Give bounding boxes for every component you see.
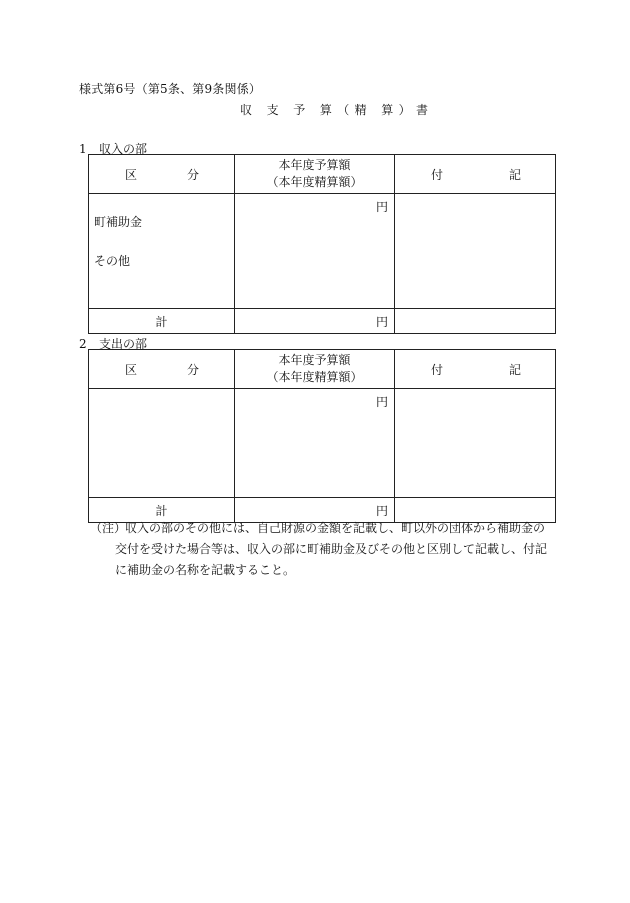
footnote-line-3: に補助金の名称を記載すること。 [115, 563, 296, 577]
expense-amount-cell[interactable] [235, 389, 395, 498]
income-col-amount-line1: 本年度予算額 [278, 158, 351, 172]
expense-col-amount-line2: （本年度精算額） [266, 370, 363, 384]
expense-section-title: 支出の部 [99, 337, 148, 351]
income-table [88, 154, 556, 334]
expense-total-label: 計 [89, 498, 235, 523]
income-body-row [89, 194, 556, 309]
footnote-line-2: 交付を受けた場合等は、収入の部に町補助金及びその他と区別して記載し、付記 [115, 542, 548, 556]
income-total-yen-label: 円 [375, 314, 388, 329]
income-items-cell[interactable] [89, 194, 235, 309]
expense-col-note-b: 記 [509, 362, 522, 377]
income-col-amount [235, 155, 395, 194]
footnote-text [115, 518, 560, 581]
expense-col-category [89, 350, 235, 389]
income-header-row [89, 155, 556, 194]
income-item-other: その他 [94, 254, 131, 268]
expense-header-row [89, 350, 556, 389]
expense-items-cell[interactable] [89, 389, 235, 498]
income-col-category [89, 155, 235, 194]
income-yen-label: 円 [375, 200, 388, 214]
income-col-note [395, 155, 556, 194]
income-total-note-cell[interactable] [395, 309, 556, 334]
document-title: 収 支 予 算（精 算）書 [240, 103, 434, 117]
expense-total-yen-label: 円 [375, 503, 388, 518]
income-col-note-b: 記 [509, 167, 522, 182]
income-amount-cell[interactable] [235, 194, 395, 309]
income-total-row [89, 309, 556, 334]
income-note-cell[interactable] [395, 194, 556, 309]
income-col-category-b: 分 [187, 167, 200, 182]
expense-col-category-a: 区 [125, 362, 138, 377]
income-total-amount-cell[interactable] [235, 309, 395, 334]
expense-col-category-b: 分 [187, 362, 200, 377]
footnote-mark: （注） [90, 521, 127, 535]
income-item-town-subsidy: 町補助金 [94, 215, 143, 229]
expense-col-note-a: 付 [431, 362, 444, 377]
expense-note-cell[interactable] [395, 389, 556, 498]
income-section-title: 収入の部 [99, 142, 148, 156]
income-col-amount-line2: （本年度精算額） [266, 175, 363, 189]
expense-yen-label: 円 [375, 395, 388, 409]
expense-col-amount-line1: 本年度予算額 [278, 353, 351, 367]
footnote [90, 518, 560, 581]
footnote-line-1: 収入の部のその他には、自己財源の金額を記載し、町以外の団体から補助金の [125, 521, 546, 535]
expense-col-note [395, 350, 556, 389]
income-col-note-a: 付 [431, 167, 444, 182]
expense-body-row [89, 389, 556, 498]
income-section-number: 1 [79, 142, 87, 156]
income-col-category-a: 区 [125, 167, 138, 182]
form-number: 様式第6号（第5条、第9条関係） [79, 82, 262, 96]
income-total-label: 計 [89, 309, 235, 334]
expense-section-number: 2 [79, 337, 87, 351]
expense-col-amount [235, 350, 395, 389]
expense-table [88, 349, 556, 523]
